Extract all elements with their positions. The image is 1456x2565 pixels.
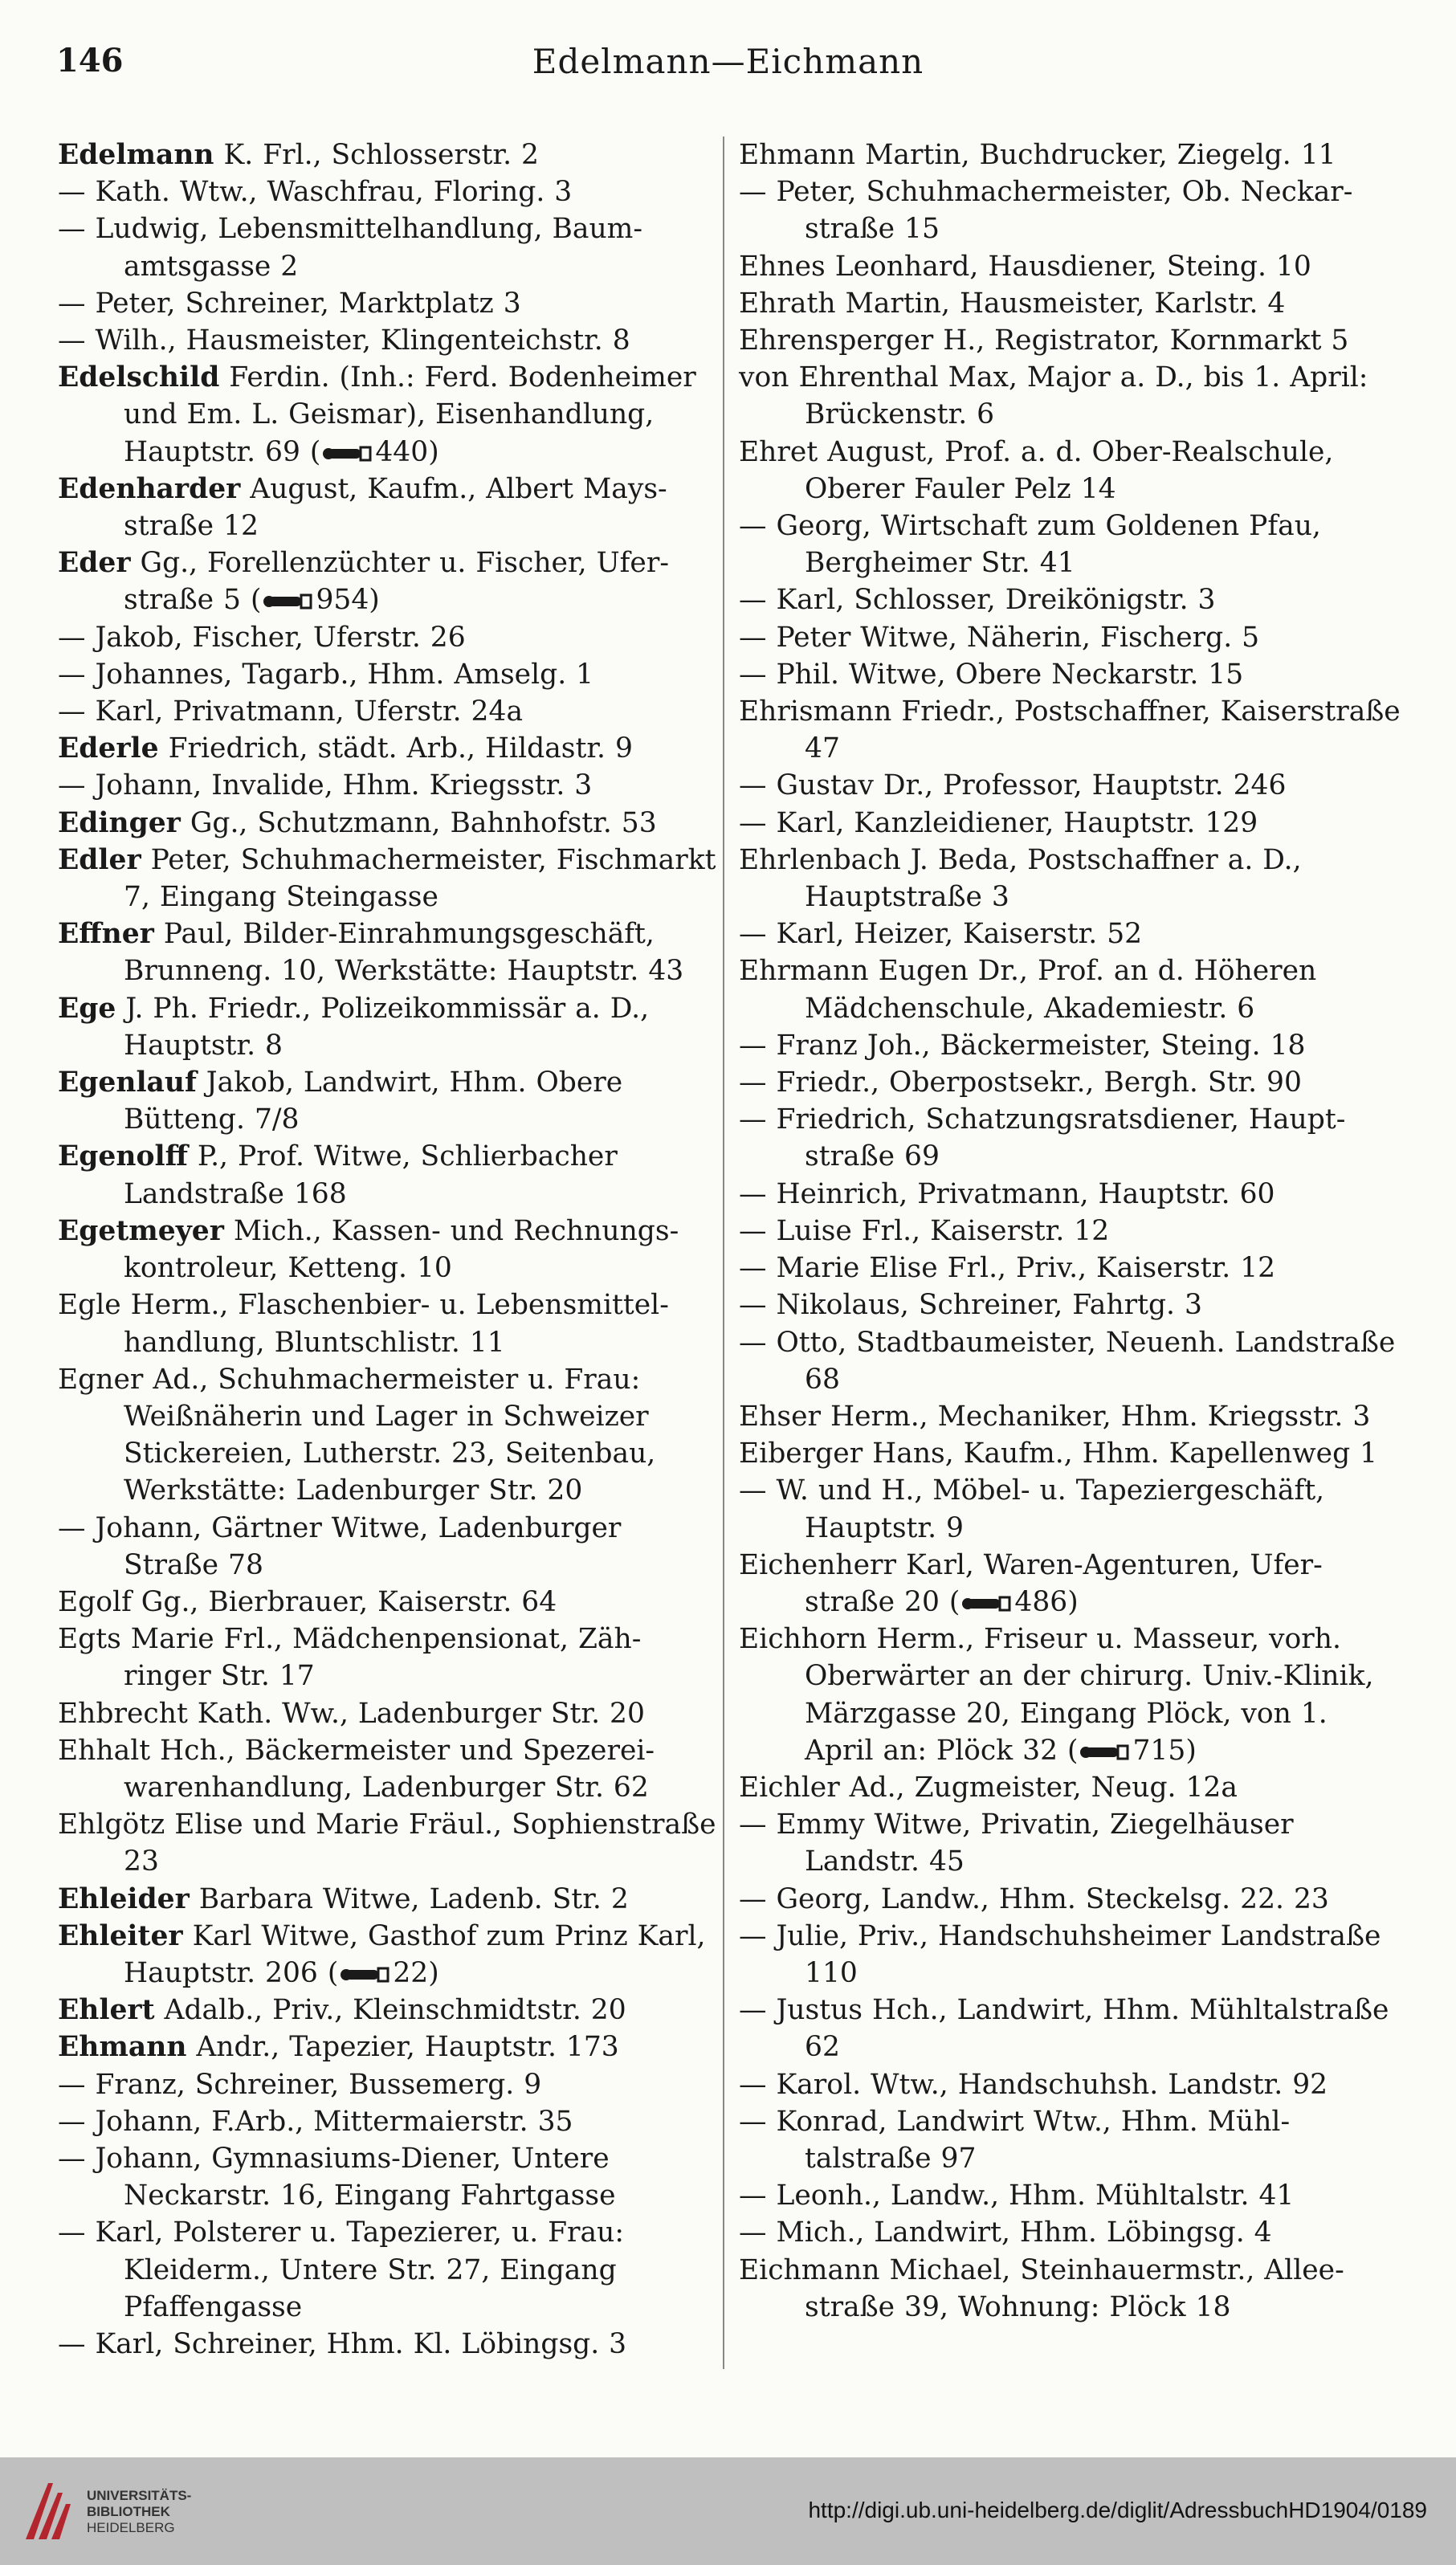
entry-details: — Wilh., Hausmeister, Klingenteichstr. 8 [58, 324, 630, 357]
entry-surname: Edelmann [58, 139, 214, 171]
directory-entry [739, 137, 1401, 173]
entry-details: — Karl, Polsterer u. Tapezierer, u. Frau: Kleiderm., Untere Str. 27, Eingang Pfaffengasse [58, 2216, 624, 2323]
directory-entry [58, 730, 716, 767]
directory-entry [58, 1138, 716, 1212]
entry-details: — Georg, Wirtschaft zum Goldenen Pfau, Bergheimer Str. 41 [739, 510, 1321, 580]
entry-details: Eichmann Michael, Steinhauermstr., Alleestraße 39, Wohnung: Plöck 18 [739, 2253, 1344, 2323]
entry-surname: Ehleiter [58, 1919, 183, 1952]
entry-details: Ehhalt Hch., Bäckermeister und Spezereiwarenhandlung, Ladenburger Str. 62 [58, 1734, 655, 1804]
entry-details: — Marie Elise Frl., Priv., Kaiserstr. 12 [739, 1252, 1276, 1285]
directory-entry [58, 1621, 716, 1694]
directory-entry [739, 1176, 1401, 1213]
entry-details: — Karol. Wtw., Handschuhsh. Landstr. 92 [739, 2068, 1328, 2101]
entry-details-end: ) [369, 584, 380, 617]
entry-details: — Nikolaus, Schreiner, Fahrtg. 3 [739, 1289, 1202, 1322]
entry-surname: Eder [58, 547, 131, 580]
directory-entry [739, 581, 1401, 618]
library-logo-icon [18, 2475, 80, 2547]
directory-entry [58, 1918, 716, 1992]
directory-entry [58, 1287, 716, 1360]
directory-entry [739, 767, 1401, 804]
directory-entry [58, 1361, 716, 1510]
directory-entry [739, 1213, 1401, 1250]
entry-details: Jakob, Landwirt, Hhm. Obere Bütteng. 7/8 [124, 1066, 623, 1136]
entry-details: Paul, Bilder-Einrahmungsgeschäft, Brunneng. 10, Werkstätte: Hauptstr. 43 [124, 918, 684, 988]
entry-details: — Karl, Kanzleidiener, Hauptstr. 129 [739, 806, 1258, 839]
entry-details: Gg., Schutzmann, Bahnhofstr. 53 [180, 806, 657, 839]
directory-entry [739, 805, 1401, 842]
directory-entry [739, 2177, 1401, 2214]
footer-bar [0, 2457, 1456, 2565]
entry-details: P., Prof. Witwe, Schlierbacher Landstraße 168 [124, 1140, 618, 1210]
directory-entry [739, 1472, 1401, 1546]
entry-details: Peter, Schuhmachermeister, Fischmarkt 7, Eingang Steingasse [124, 843, 716, 914]
directory-entry [739, 2103, 1401, 2177]
directory-entry [58, 359, 716, 471]
directory-entry [739, 1398, 1401, 1435]
directory-entry [58, 1510, 716, 1584]
directory-entry [739, 2066, 1401, 2103]
directory-entry [739, 1435, 1401, 1472]
directory-entry [58, 1695, 716, 1732]
directory-entry [739, 1621, 1401, 1769]
entry-surname: Edler [58, 843, 141, 876]
entry-details: Eichler Ad., Zugmeister, Neug. 12a [739, 1771, 1238, 1804]
directory-entry [739, 285, 1401, 322]
entry-details: Friedrich, städt. Arb., Hildastr. 9 [158, 732, 633, 765]
directory-entry [58, 990, 716, 1064]
entry-details: von Ehrenthal Max, Major a. D., bis 1. April: Brückenstr. 6 [739, 361, 1368, 431]
directory-entry [58, 471, 716, 544]
directory-entry [739, 322, 1401, 359]
directory-entry [58, 2029, 716, 2065]
entry-details: — Emmy Witwe, Privatin, Ziegelhäuser Landstr. 45 [739, 1809, 1294, 1878]
page-number: 146 [56, 42, 124, 80]
entry-surname: Ederle [58, 732, 159, 765]
directory-entry [58, 619, 716, 656]
running-head: Edelmann—Eichmann [532, 42, 924, 81]
directory-entry [58, 2214, 716, 2326]
directory-entry [739, 1769, 1401, 1806]
entry-details: — Franz Joh., Bäckermeister, Steing. 18 [739, 1029, 1306, 1062]
source-url-link[interactable]: http://digi.ub.uni-heidelberg.de/diglit/AdressbuchHD1904/0189 [808, 2498, 1427, 2522]
directory-entry [58, 1992, 716, 2029]
directory-entry [739, 952, 1401, 1026]
left-column [58, 137, 716, 2363]
entry-details: — Mich., Landwirt, Hhm. Löbingsg. 4 [739, 2216, 1272, 2249]
directory-entry [739, 842, 1401, 915]
entry-surname: Ehmann [58, 2031, 187, 2064]
entry-details: Gg., Forellenzüchter u. Fischer, Uferstraße 5 ( [124, 547, 670, 617]
telephone-icon [322, 445, 373, 463]
entry-details: Andr., Tapezier, Hauptstr. 173 [186, 2031, 619, 2064]
directory-entry [58, 285, 716, 322]
telephone-icon [1079, 1743, 1131, 1761]
entry-details: — Karl, Schreiner, Hhm. Kl. Löbingsg. 3 [58, 2327, 627, 2360]
entry-details: — Franz, Schreiner, Bussemerg. 9 [58, 2068, 542, 2101]
directory-entry [58, 137, 716, 173]
directory-entry [58, 210, 716, 284]
directory-entry [739, 2252, 1401, 2326]
phone-number: 715 [1132, 1734, 1186, 1767]
entry-details: Egts Marie Frl., Mädchenpensionat, Zähringer Str. 17 [58, 1623, 642, 1693]
entry-surname: Egenlauf [58, 1066, 197, 1099]
entry-details: Eichenherr Karl, Waren-Agenturen, Uferstraße 20 ( [739, 1548, 1323, 1618]
entry-surname: Edelschild [58, 361, 220, 394]
directory-entry [58, 1732, 716, 1806]
entry-details: Ehlgötz Elise und Marie Fräul., Sophienstraße 23 [58, 1809, 716, 1878]
directory-entry [58, 805, 716, 842]
directory-entry [739, 2214, 1401, 2251]
phone-number: 440 [375, 435, 429, 468]
directory-entry [739, 693, 1401, 767]
phone-number: 22 [393, 1956, 429, 1989]
entry-details: K. Frl., Schlosserstr. 2 [214, 139, 540, 171]
entry-details: Ehmann Martin, Buchdrucker, Ziegelg. 11 [739, 139, 1336, 171]
directory-entry [739, 359, 1401, 433]
entry-details-end: ) [428, 435, 439, 468]
telephone-icon [961, 1595, 1013, 1613]
entry-details: Ehrismann Friedr., Postschaffner, Kaiserstraße 47 [739, 695, 1401, 765]
directory-entry [58, 2140, 716, 2214]
directory-entry [739, 1324, 1401, 1398]
entry-details: — Leonh., Landw., Hhm. Mühltalstr. 41 [739, 2180, 1295, 2212]
entry-details: — Ludwig, Lebensmittelhandlung, Baumamtsgasse 2 [58, 213, 643, 283]
entry-details: — Georg, Landw., Hhm. Steckelsg. 22. 23 [739, 1882, 1329, 1915]
directory-entry [739, 1918, 1401, 1992]
directory-entry [58, 693, 716, 730]
entry-details: — Kath. Wtw., Waschfrau, Floring. 3 [58, 176, 573, 209]
phone-number: 954 [316, 584, 369, 617]
entry-details: Egner Ad., Schuhmachermeister u. Frau: Weißnäherin und Lager in Schweizer Stickereien, Lutherstr. 23, Seitenbau, Werkstätte: Ladenburger Str. 20 [58, 1363, 656, 1507]
directory-entry [58, 656, 716, 693]
entry-details: — Gustav Dr., Professor, Hauptstr. 246 [739, 769, 1287, 802]
entry-details: — Karl, Privatmann, Uferstr. 24a [58, 695, 524, 728]
entry-surname: Edenharder [58, 472, 241, 505]
entry-details: — Phil. Witwe, Obere Neckarstr. 15 [739, 658, 1244, 691]
directory-entry [58, 1213, 716, 1287]
telephone-icon [263, 593, 314, 610]
phone-number: 486 [1014, 1585, 1068, 1618]
entry-details-end: ) [1067, 1585, 1079, 1618]
directory-entry [58, 173, 716, 210]
entry-details: Ehrlenbach J. Beda, Postschaffner a. D., Hauptstraße 3 [739, 843, 1302, 914]
directory-entry [739, 1992, 1401, 2065]
directory-entry [739, 434, 1401, 508]
directory-entry [739, 1287, 1401, 1323]
entry-surname: Edinger [58, 806, 181, 839]
directory-entry [739, 1101, 1401, 1175]
directory-entry [739, 248, 1401, 285]
entry-details: Ehrath Martin, Hausmeister, Karlstr. 4 [739, 287, 1286, 320]
directory-entry [739, 1250, 1401, 1287]
entry-details: — Johann, Gärtner Witwe, Ladenburger Straße 78 [58, 1511, 622, 1581]
entry-details: Adalb., Priv., Kleinschmidtstr. 20 [154, 1994, 626, 2027]
entry-details: — W. und H., Möbel- u. Tapeziergeschäft, Hauptstr. 9 [739, 1474, 1325, 1544]
directory-entry [58, 767, 716, 804]
entry-details: — Otto, Stadtbaumeister, Neuenh. Landstraße 68 [739, 1326, 1396, 1396]
directory-entry [58, 2326, 716, 2363]
directory-entry [58, 1881, 716, 1918]
entry-details: — Peter Witwe, Näherin, Fischerg. 5 [739, 621, 1260, 654]
column-divider [723, 137, 724, 2369]
directory-entry [58, 2066, 716, 2103]
entry-details: Ehnes Leonhard, Hausdiener, Steing. 10 [739, 250, 1311, 283]
directory-entry [739, 173, 1401, 247]
directory-entry [58, 322, 716, 359]
entry-surname: Effner [58, 918, 154, 951]
entry-details: Egolf Gg., Bierbrauer, Kaiserstr. 64 [58, 1585, 557, 1618]
telephone-icon [340, 1966, 391, 1984]
entry-details: Karl Witwe, Gasthof zum Prinz Karl, Hauptstr. 206 ( [124, 1919, 706, 1989]
entry-surname: Ege [58, 992, 116, 1025]
entry-details: Mich., Kassen- und Rechnungskontroleur, Ketteng. 10 [124, 1214, 679, 1285]
entry-details: Ehser Herm., Mechaniker, Hhm. Kriegsstr. 3 [739, 1400, 1371, 1433]
right-column [739, 137, 1401, 2326]
entry-details: — Johann, F.Arb., Mittermaierstr. 35 [58, 2105, 573, 2138]
directory-entry [739, 915, 1401, 952]
directory-entry [739, 656, 1401, 693]
entry-details: — Luise Frl., Kaiserstr. 12 [739, 1214, 1110, 1247]
library-name: UNIVERSITÄTS- BIBLIOTHEK HEIDELBERG [87, 2488, 192, 2535]
directory-entry [739, 1547, 1401, 1621]
entry-details: August, Kaufm., Albert Maysstraße 12 [124, 472, 667, 543]
entry-details: Eichhorn Herm., Friseur u. Masseur, vorh. Oberwärter an der chirurg. Univ.-Klinik, Märzgasse 20, Eingang Plöck, von 1. April an: Plöck 32 ( [739, 1623, 1374, 1767]
entry-details: — Heinrich, Privatmann, Hauptstr. 60 [739, 1177, 1275, 1210]
entry-details: — Julie, Priv., Handschuhsheimer Landstraße 110 [739, 1919, 1381, 1989]
entry-surname: Egetmeyer [58, 1214, 224, 1247]
entry-details: Ehrensperger H., Registrator, Kornmarkt 5 [739, 324, 1349, 357]
directory-entry [739, 619, 1401, 656]
entry-surname: Ehleider [58, 1882, 190, 1915]
entry-details: — Justus Hch., Landwirt, Hhm. Mühltalstraße 62 [739, 1994, 1389, 2064]
entry-details: — Jakob, Fischer, Uferstr. 26 [58, 621, 466, 654]
directory-entry [58, 842, 716, 915]
entry-details: Barbara Witwe, Ladenb. Str. 2 [189, 1882, 629, 1915]
directory-entry [739, 1027, 1401, 1064]
entry-details: Eiberger Hans, Kaufm., Hhm. Kapellenweg 1 [739, 1437, 1378, 1470]
entry-details: Ehbrecht Kath. Ww., Ladenburger Str. 20 [58, 1697, 645, 1730]
entry-details: — Johann, Invalide, Hhm. Kriegsstr. 3 [58, 769, 593, 802]
directory-entry [739, 1881, 1401, 1918]
entry-details: Ehrmann Eugen Dr., Prof. an d. Höheren Mädchenschule, Akademiestr. 6 [739, 955, 1317, 1025]
entry-surname: Egenolff [58, 1140, 188, 1173]
directory-entry [739, 1806, 1401, 1880]
entry-details: — Johann, Gymnasiums-Diener, Untere Neckarstr. 16, Eingang Fahrtgasse [58, 2142, 616, 2212]
entry-details: Ferdin. (Inh.: Ferd. Bodenheimer und Em. L. Geismar), Eisenhandlung, Hauptstr. 69 ( [124, 361, 696, 468]
entry-surname: Ehlert [58, 1994, 155, 2027]
entry-details: — Johannes, Tagarb., Hhm. Amselg. 1 [58, 658, 594, 691]
directory-entry [739, 1064, 1401, 1101]
entry-details-end: ) [1185, 1734, 1197, 1767]
directory-entry [58, 1584, 716, 1621]
directory-entry [58, 1806, 716, 1880]
directory-entry [58, 2103, 716, 2140]
directory-entry [58, 915, 716, 989]
directory-entry [739, 508, 1401, 581]
entry-details-end: ) [428, 1956, 439, 1989]
entry-details: — Peter, Schreiner, Marktplatz 3 [58, 287, 521, 320]
page-header [56, 39, 1400, 95]
entry-details: — Karl, Schlosser, Dreikönigstr. 3 [739, 584, 1216, 617]
entry-details: — Karl, Heizer, Kaiserstr. 52 [739, 918, 1143, 951]
entry-details: — Friedrich, Schatzungsratsdiener, Hauptstraße 69 [739, 1103, 1346, 1173]
entry-details: Egle Herm., Flaschenbier- u. Lebensmittelhandlung, Bluntschlistr. 11 [58, 1289, 669, 1359]
directory-entry [58, 544, 716, 618]
entry-details: — Peter, Schuhmachermeister, Ob. Neckarstraße 15 [739, 176, 1353, 246]
entry-details: — Friedr., Oberpostsekr., Bergh. Str. 90 [739, 1066, 1302, 1099]
directory-entry [58, 1064, 716, 1138]
entry-details: J. Ph. Friedr., Polizeikommissär a. D., Hauptstr. 8 [116, 992, 650, 1062]
entry-details: — Konrad, Landwirt Wtw., Hhm. Mühltalstraße 97 [739, 2105, 1291, 2175]
entry-details: Ehret August, Prof. a. d. Ober-Realschule, Oberer Fauler Pelz 14 [739, 435, 1334, 505]
